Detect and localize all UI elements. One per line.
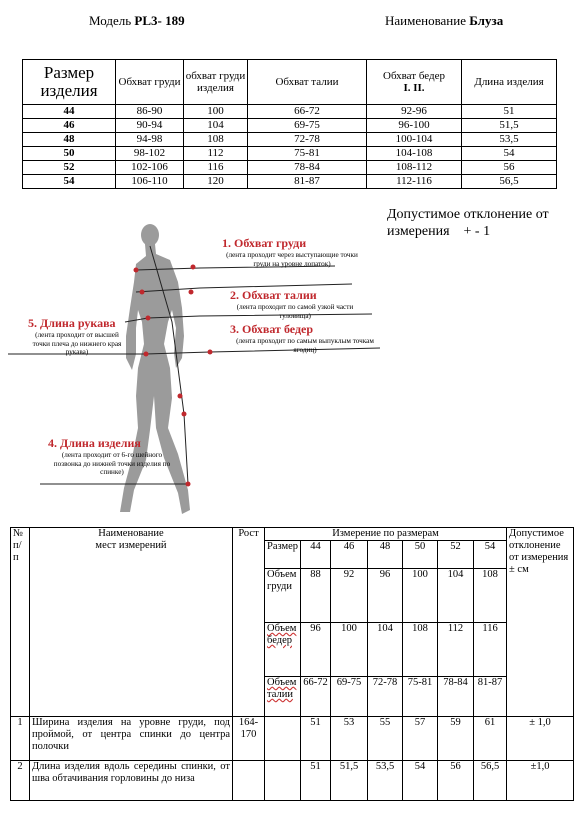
- table-row: 50 98-102 112 75-81 104-108 54: [23, 147, 557, 161]
- label-length: 4. Длина изделия (лента проходит от 6-го шейного позвонка до нижней точки изделия по спинке): [48, 436, 171, 476]
- header-waist: Обхват талии: [248, 60, 367, 105]
- label-waist-volume: Объем талии: [265, 677, 301, 717]
- label-sleeve: 5. Длина рукава (лента проходит от высшей точки плеча до нижнего края рукава): [28, 316, 122, 356]
- model-line: [89, 13, 185, 29]
- product-name-line: [385, 13, 503, 29]
- label-chest: 1. Обхват груди (лента проходит через выступающие точки груди на уровне лопаток): [222, 236, 358, 268]
- table-row: 46 90-94 104 69-75 96-100 51,5: [23, 119, 557, 133]
- table-row: 2 Длина изделия вдоль середины спинки, от шва обтачивания горловины до низа 51 51,5 53,5 54 56 56,5 ±1,0: [11, 761, 574, 801]
- table-row: 54 106-110 120 81-87 112-116 56,5: [23, 175, 557, 189]
- tolerance-line-1: Допустимое отклонение от: [387, 207, 549, 222]
- label-hips: 3. Обхват бедер (лента проходит по самым выпуклым точкам ягодиц): [230, 322, 374, 354]
- product-name-label: Наименование: [385, 13, 466, 28]
- header-hips-sub: I. II.: [403, 82, 425, 94]
- header-chest: Обхват груди: [116, 60, 184, 105]
- tolerance-note: [387, 206, 549, 240]
- header-garment-chest: обхват груди изделия: [184, 60, 248, 105]
- model-label: Модель: [89, 13, 132, 28]
- measurement-table: № п/п Наименование мест измерений Рост Измерение по размерам Допустимое отклонение от измерения ± см Размер 44 46 48 50 52 54 Объем груди 88 92 96 100 104 108 Объем бедер 96 100 104 108 112 116 Объем талии 66-72 69-75 72-78 75-81 78-84 81-87 1 Ширина изделия на уровне груди, под проймой, от центра спинки до центра полочки 164-170 51 53 55 57 59 61 ± 1,0 2 Длина изделия вдоль середины спинки, от шва обтачивания горловины до низа 51 51,5 53,5 54 56 56,5 ±1,0: [10, 527, 574, 801]
- table-row: 1 Ширина изделия на уровне груди, под проймой, от центра спинки до центра полочки 164-170 51 53 55 57 59 61 ± 1,0: [11, 717, 574, 761]
- header-hips: Обхват бедер I. II.: [367, 60, 462, 105]
- label-hip-volume: Объем бедер: [265, 623, 301, 677]
- header-rost: Рост: [233, 528, 265, 717]
- header-num: № п/п: [11, 528, 30, 717]
- model-value: PL3- 189: [134, 13, 185, 28]
- header-length: Длина изделия: [462, 60, 557, 105]
- size-table: [22, 59, 557, 189]
- table-row: 44 86-90 100 66-72 92-96 51: [23, 105, 557, 119]
- header-size: Размер изделия: [23, 60, 116, 105]
- product-name-value: Блуза: [469, 13, 504, 28]
- table-row: 52 102-106 116 78-84 108-112 56: [23, 161, 557, 175]
- label-size: Размер: [265, 541, 301, 569]
- label-chest-volume: Объем груди: [265, 569, 301, 623]
- label-waist: 2. Обхват талии (лента проходит по самой узкой части туловища): [230, 288, 354, 320]
- tolerance-line-2: измерения + - 1: [387, 224, 491, 239]
- header-tolerance: Допустимое отклонение от измерения ± см: [507, 528, 574, 717]
- header-name: Наименование мест измерений: [30, 528, 233, 717]
- header-sizes: Измерение по размерам: [265, 528, 507, 541]
- table-row: 48 94-98 108 72-78 100-104 53,5: [23, 133, 557, 147]
